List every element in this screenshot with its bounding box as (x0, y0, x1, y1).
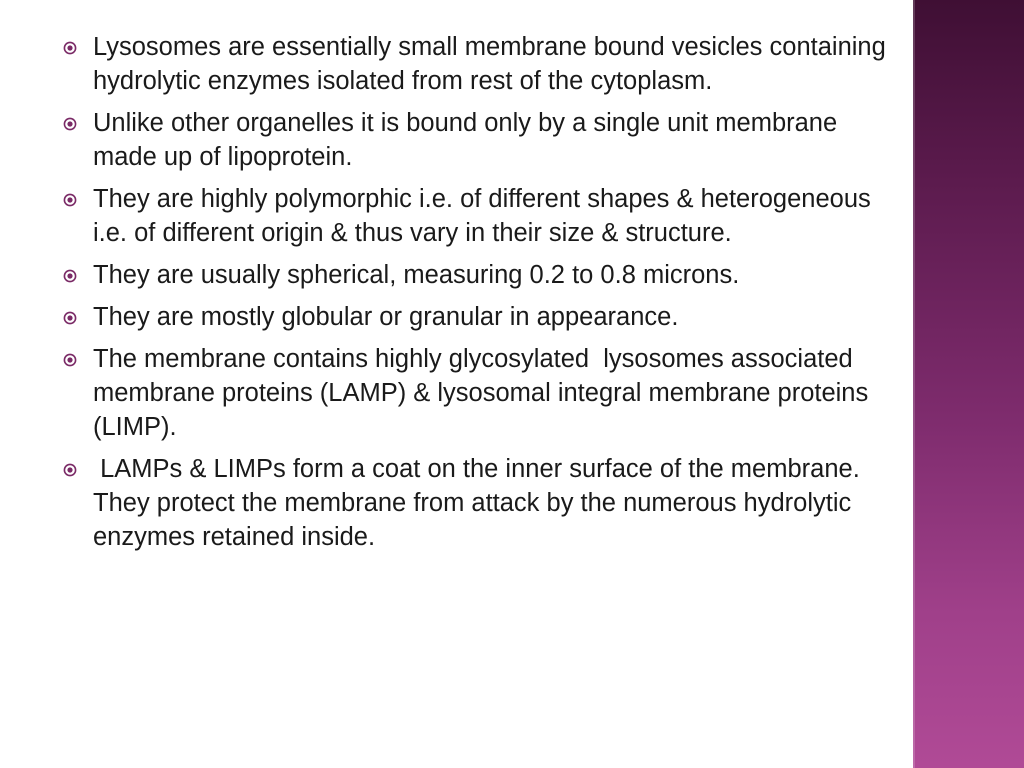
list-item (60, 258, 900, 292)
list-item (60, 182, 900, 250)
circle-dot-icon (63, 193, 77, 207)
bullet-text: They are usually spherical, measuring 0.2 to 0.8 microns. (93, 261, 740, 289)
slide-content (60, 30, 900, 562)
bullet-text: LAMPs & LIMPs form a coat on the inner surface of the membrane. They protect the membrane from attack by the numerous hydrolytic enzymes retained inside. (93, 455, 867, 551)
list-item (60, 452, 900, 554)
decorative-side-band (913, 0, 1024, 768)
bullet-list (60, 30, 900, 554)
bullet-text: Lysosomes are essentially small membrane bound vesicles containing hydrolytic enzymes isolated from rest of the cytoplasm. (93, 33, 893, 95)
bullet-text: Unlike other organelles it is bound only by a single unit membrane made up of lipoprotein. (93, 109, 845, 171)
circle-dot-icon (63, 269, 77, 283)
circle-dot-icon (63, 353, 77, 367)
bullet-text: The membrane contains highly glycosylated lysosomes associated membrane proteins (LAMP) & lysosomal integral membrane proteins (LIMP). (93, 345, 876, 441)
list-item (60, 30, 900, 98)
bullet-text: They are mostly globular or granular in appearance. (93, 303, 679, 331)
circle-dot-icon (63, 311, 77, 325)
list-item (60, 342, 900, 444)
circle-dot-icon (63, 117, 77, 131)
bullet-text: They are highly polymorphic i.e. of different shapes & heterogeneous i.e. of different origin & thus vary in their size & structure. (93, 185, 878, 247)
list-item (60, 300, 900, 334)
circle-dot-icon (63, 41, 77, 55)
circle-dot-icon (63, 463, 77, 477)
list-item (60, 106, 900, 174)
